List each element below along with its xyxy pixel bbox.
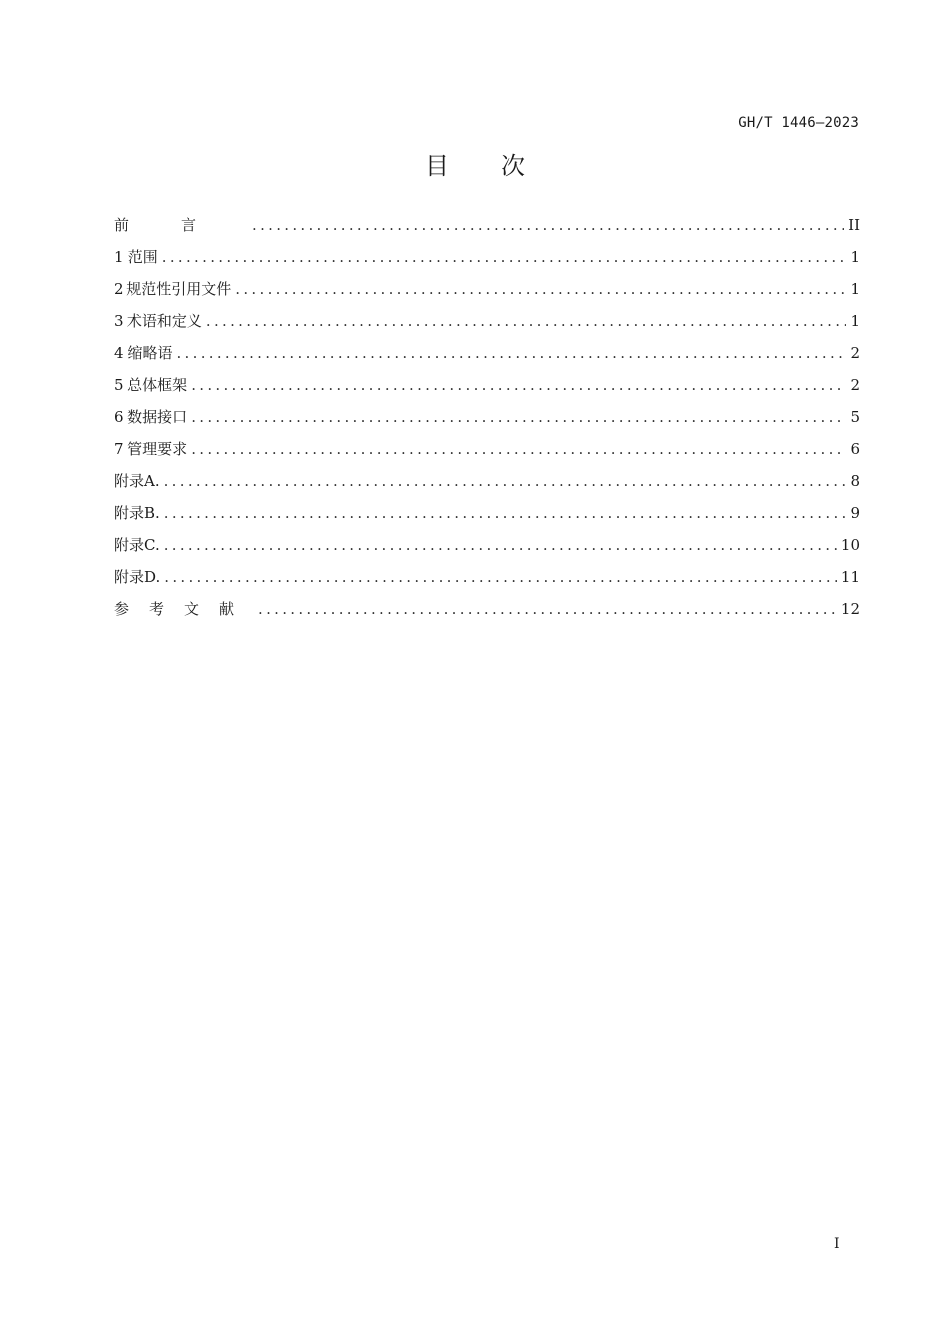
toc-entry-number: 1 (114, 248, 124, 266)
toc-entry[interactable] (114, 310, 860, 342)
toc-entry-number: 2 (114, 280, 124, 298)
toc-leader-dots (206, 312, 846, 330)
toc-entry-label: 前言 (114, 216, 249, 234)
toc-entry-label: 术语和定义 (126, 312, 202, 330)
toc-entry-page: 5 (850, 408, 860, 426)
toc-entry[interactable] (114, 502, 860, 534)
toc-entry-label: 管理要求 (127, 440, 188, 458)
toc-entry[interactable] (114, 278, 860, 310)
title-part-2: 次 (501, 152, 525, 180)
toc-leader-dots (258, 600, 837, 618)
toc-entry-label: 总体框架 (127, 376, 188, 394)
toc-entry-label: 附录D. (114, 568, 161, 586)
toc-entry-label: 附录A. (114, 472, 160, 490)
toc-leader-dots (252, 216, 844, 234)
toc-entry-label: 规范性引用文件 (126, 280, 232, 298)
toc-entry-number: 5 (114, 376, 124, 394)
toc-entry-page: 9 (850, 504, 860, 522)
toc-entry-number: 3 (114, 312, 124, 330)
toc-entry[interactable] (114, 374, 860, 406)
toc-leader-dots (164, 536, 837, 554)
toc-entry-page: 8 (850, 472, 860, 490)
toc-leader-dots (235, 280, 846, 298)
toc-entry-label: 参考文献 (114, 600, 255, 618)
table-of-contents (114, 214, 860, 630)
toc-entry[interactable] (114, 438, 860, 470)
toc-entry-page: 12 (840, 600, 860, 618)
toc-entry[interactable] (114, 406, 860, 438)
toc-leader-dots (191, 408, 846, 426)
toc-entry-page: 2 (850, 344, 860, 362)
toc-entry-label: 数据接口 (127, 408, 188, 426)
toc-entry-label: 附录B. (114, 504, 160, 522)
toc-entry[interactable] (114, 598, 860, 630)
toc-entry-page: 6 (850, 440, 860, 458)
page-number: I (834, 1236, 840, 1252)
title-part-1: 目 (425, 152, 449, 180)
toc-entry-number: 6 (114, 408, 124, 426)
toc-entry[interactable] (114, 246, 860, 278)
toc-entry[interactable] (114, 214, 860, 246)
toc-leader-dots (164, 472, 846, 490)
toc-entry-page: 1 (850, 312, 860, 330)
toc-entry[interactable] (114, 566, 860, 598)
toc-entry-page: 10 (840, 536, 860, 554)
toc-entry-number: 7 (114, 440, 124, 458)
toc-leader-dots (164, 568, 837, 586)
toc-leader-dots (191, 376, 846, 394)
toc-entry-label: 范围 (127, 248, 158, 266)
toc-leader-dots (164, 504, 846, 522)
toc-entry-label: 缩略语 (127, 344, 173, 362)
toc-entry-page: 11 (840, 568, 860, 586)
toc-entry-page: 2 (850, 376, 860, 394)
toc-leader-dots (162, 248, 846, 266)
toc-entry[interactable] (114, 342, 860, 374)
standard-code: GH/T 1446—2023 (738, 115, 859, 131)
toc-entry-page: 1 (850, 248, 860, 266)
toc-entry-page: 1 (850, 280, 860, 298)
toc-entry-page: II (848, 216, 860, 234)
page-title (0, 146, 950, 181)
toc-leader-dots (191, 440, 846, 458)
toc-entry[interactable] (114, 470, 860, 502)
toc-entry[interactable] (114, 534, 860, 566)
toc-leader-dots (176, 344, 846, 362)
toc-entry-number: 4 (114, 344, 124, 362)
toc-entry-label: 附录C. (114, 536, 160, 554)
